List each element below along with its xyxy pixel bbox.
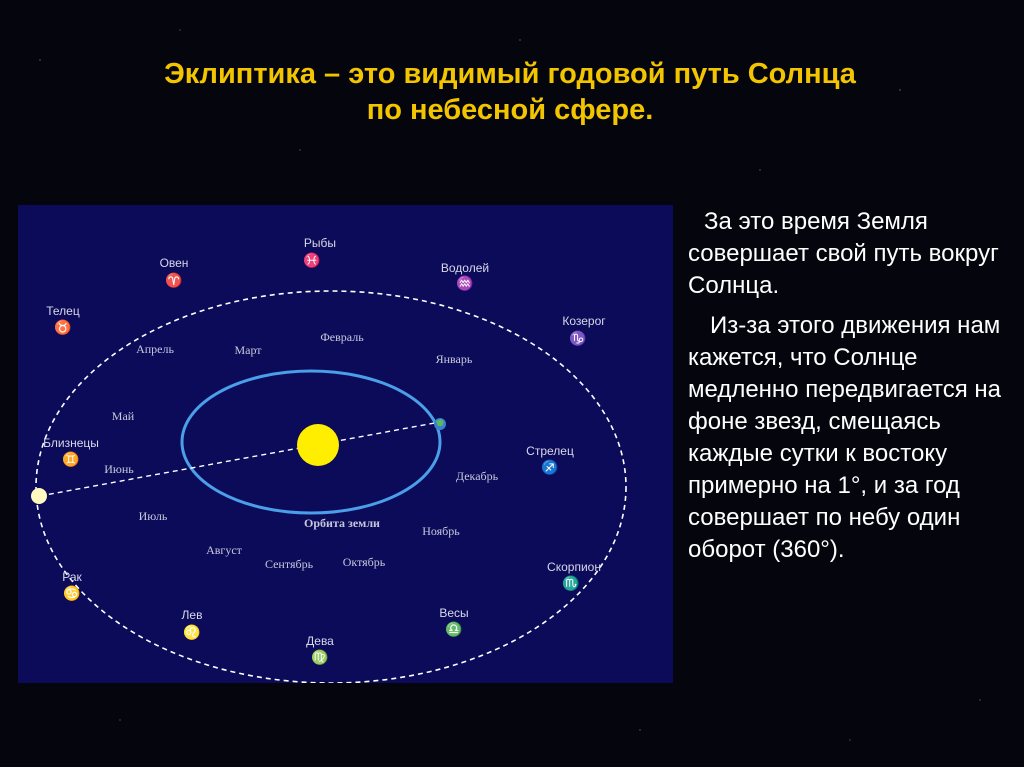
month-february: Февраль [320, 330, 364, 344]
zodiac-cancer-label: Рак [62, 570, 82, 584]
slide-title [60, 56, 960, 128]
explanation-text [688, 206, 1008, 574]
explanation-paragraph-1: За это время Земля совершает свой путь вокруг Солнца. [688, 208, 999, 299]
month-october: Октябрь [342, 555, 386, 569]
zodiac-capricorn-label: Козерог [562, 314, 606, 328]
month-january: Январь [435, 352, 473, 366]
zodiac-aries-label: Овен [159, 256, 189, 270]
zodiac-libra-icon: ♎ [445, 621, 463, 637]
zodiac-taurus-label: Телец [46, 304, 80, 318]
zodiac-gemini-icon: ♊ [62, 451, 80, 467]
sun [297, 424, 339, 466]
month-november: Ноябрь [422, 524, 460, 538]
ecliptic-diagram [18, 205, 673, 683]
ecliptic-diagram-svg [18, 205, 673, 683]
earth-orbit-label: Орбита земли [304, 516, 380, 530]
zodiac-pisces-label: Рыбы [303, 236, 337, 250]
title-line-2: по небесной сфере. [366, 94, 654, 126]
zodiac-virgo-label: Дева [306, 634, 334, 648]
month-december: Декабрь [455, 469, 499, 483]
zodiac-aquarius-label: Водолей [440, 261, 490, 275]
zodiac-libra-label: Весы [439, 606, 469, 620]
explanation-paragraph-2: Из-за этого движения нам кажется, что Солнце медленно передвигается на фоне звезд, смещаясь каждые сутки к востоку примерно на 1°, и за год совершает по небу один оборот (360°). [688, 312, 1001, 563]
month-june: Июнь [104, 462, 134, 476]
month-august: Август [206, 543, 242, 557]
title-line-1: Эклиптика – это видимый годовой путь Солнца [164, 58, 856, 90]
zodiac-cancer-icon: ♋ [63, 585, 81, 601]
ecliptic-ellipse [36, 291, 626, 683]
zodiac-scorpio-icon: ♏ [562, 575, 580, 591]
zodiac-leo-label: Лев [181, 608, 203, 622]
month-march: Март [234, 343, 262, 357]
zodiac-gemini-label: Близнецы [43, 436, 99, 450]
month-july: Июль [138, 509, 168, 523]
month-september: Сентябрь [264, 557, 314, 571]
zodiac-pisces-icon: ♓ [303, 252, 321, 268]
line-of-sight [40, 422, 440, 496]
earth-icon [434, 418, 446, 430]
zodiac-leo-icon: ♌ [183, 624, 201, 640]
zodiac-virgo-icon: ♍ [311, 649, 329, 665]
month-may: Май [111, 409, 135, 423]
zodiac-capricorn-icon: ♑ [569, 330, 587, 346]
zodiac-sagittarius-icon: ♐ [541, 459, 559, 475]
month-april: Апрель [136, 342, 174, 356]
zodiac-taurus-icon: ♉ [54, 319, 72, 335]
zodiac-aquarius-icon: ♒ [456, 275, 474, 291]
zodiac-scorpio-label: Скорпион [547, 560, 601, 574]
zodiac-sagittarius-label: Стрелец [526, 444, 574, 458]
zodiac-aries-icon: ♈ [165, 272, 183, 288]
apparent-sun-marker [31, 488, 47, 504]
